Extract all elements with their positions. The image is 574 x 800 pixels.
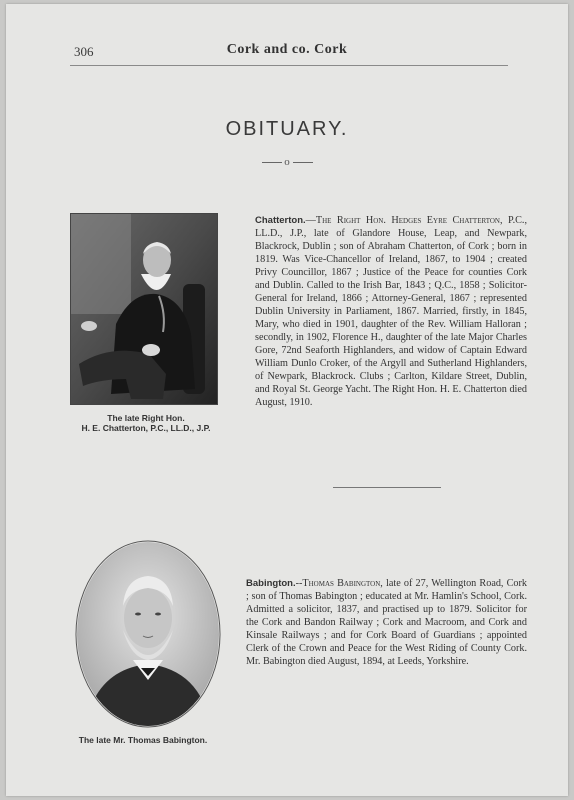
caption-chatterton-line1: The late Right Hon. (107, 413, 185, 423)
entry-body: P.C., LL.D., J.P., late of Glandore House, Leap, and Newpark, Blackrock, Dublin ; son of Abraham Chatterton, of Cork ; born in 1819. Was Vice-Chancellor of Ireland, 1867, to 1904 ; created Privy Councillor, 1867 ; Justice of the Peace for counties Cork and Dublin. Called to the Irish Bar, 1843 ; Q.C., 1858 ; Solicitor-General for Ireland, 1866 ; Attorney-General, 1867 ; represented Dublin University in Parliament, 1867. Married, firstly, in 1845, Mary, who died in 1901, daughter of the Rev. William Halloran ; secondly, in 1902, Florence H., daughter of the late Major Charles Gore, 72nd Seaforth Highlanders, and widow of Captain Edward William Dunlo Croker, of the Argyll and Sutherland Highlanders, of Newpark, Blackrock. Clubs ; Carlton, Kildare Street, Dublin, and Royal St. George Yacht. The Right Hon. H. E. Chatterton died August, 1910. (255, 215, 528, 408)
ornament-line-left (262, 162, 282, 163)
ornament-line-right (293, 162, 313, 163)
obituary-entry-babington (246, 577, 527, 668)
portrait-babington (75, 540, 221, 728)
entry-name: Chatterton. (255, 215, 306, 226)
entry-name: Babington. (246, 578, 296, 589)
portrait-chatterton-image (71, 214, 217, 404)
header-rule (70, 65, 508, 66)
entry-lead: --Thomas Babington, (295, 578, 383, 589)
section-divider (333, 487, 441, 488)
ornament-mark: o (284, 156, 290, 168)
entry-body: late of 27, Wellington Road, Cork ; son of Thomas Babington ; educated at Mr. Hamlin's School, Cork. Admitted a solicitor, 1837, and practised up to 1879. Solicitor for the Cork and Bandon Railway ; Cork and Macroom, and Cork and Kinsale Railways ; and for Cork Board of Guardians ; appointed Clerk of the Crown and Peace for the West Riding of County Cork. Mr. Babington died August, 1894, at Leeds, Yorkshire. (246, 578, 528, 667)
title-ornament (6, 156, 568, 168)
page (6, 4, 568, 796)
entry-lead: —The Right Hon. Hedges Eyre Chatterton, (305, 215, 503, 226)
portrait-chatterton (70, 213, 218, 405)
obituary-entry-chatterton (255, 214, 527, 409)
caption-chatterton-line2: H. E. Chatterton, P.C., LL.D., J.P. (81, 423, 211, 433)
page-number: 306 (74, 44, 94, 59)
section-title: OBITUARY. (225, 118, 349, 140)
portrait-babington-image (75, 540, 221, 728)
caption-babington: The late Mr. Thomas Babington. (78, 735, 208, 745)
caption-chatterton (66, 413, 226, 433)
running-head: Cork and co. Cork (226, 42, 348, 57)
